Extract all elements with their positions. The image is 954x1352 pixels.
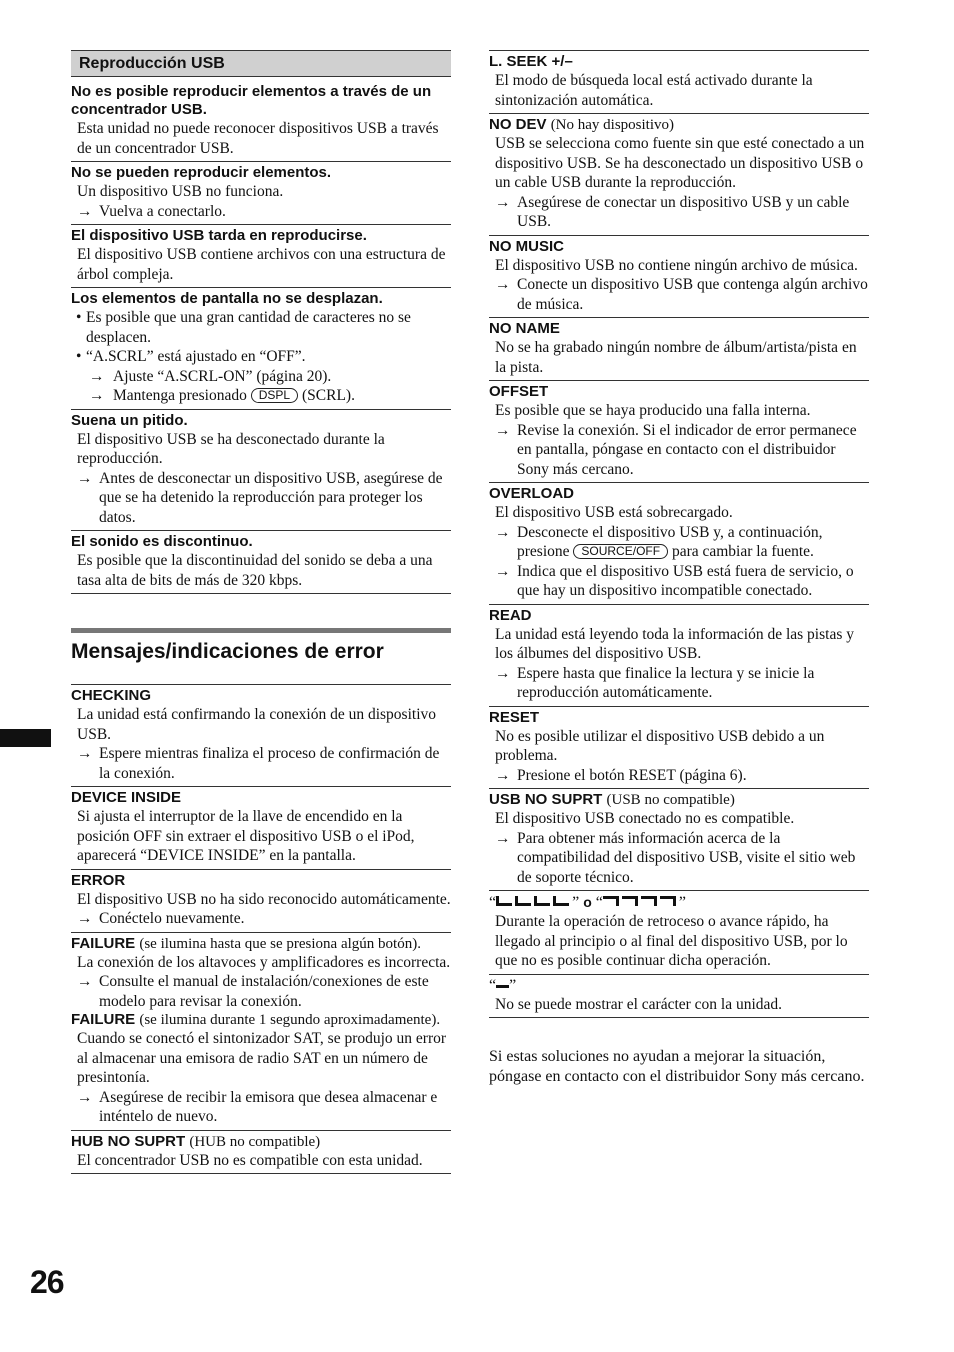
entry-body: Durante la operación de retroceso o avance rápido, ha llegado al principio o al final del dispositivo USB, por lo que no es posible continuar dicha operación. — [495, 913, 848, 969]
action-text: Revise la conexión. Si el indicador de error permanece en pantalla, póngase en contacto con el distribuidor Sony más cercano. — [517, 421, 857, 478]
right-arrow-icon: → — [77, 910, 93, 927]
right-arrow-icon: → — [495, 193, 511, 211]
error-entry — [71, 685, 451, 787]
right-arrow-icon: → — [77, 202, 93, 220]
entry-body: El dispositivo USB se ha desconectado durante la reproducción. — [77, 430, 385, 467]
error-entry — [489, 381, 869, 483]
trouble-entry — [71, 531, 451, 594]
trouble-entry — [71, 81, 451, 162]
dspl-button-label: DSPL — [251, 388, 298, 403]
entry-body: No se ha grabado ningún nombre de álbum/artista/pista en la pista. — [495, 339, 857, 376]
entry-note: (se ilumina hasta que se presiona algún botón). — [139, 935, 421, 952]
entry-body: Es posible que se haya producido una falla interna. — [495, 402, 811, 419]
error-entry — [71, 870, 451, 933]
entry-title — [489, 791, 869, 809]
action-text: Espere hasta que finalice la lectura y se inicie la reproducción automáticamente. — [517, 664, 815, 701]
entry-body: El modo de búsqueda local está activado durante la sintonización automática. — [495, 72, 813, 109]
entry-action — [71, 909, 451, 929]
entry-note: (se ilumina durante 1 segundo aproximadamente). — [139, 1012, 441, 1028]
section-title-errors: Mensajes/indicaciones de error — [71, 628, 451, 685]
entry-body: La unidad está leyendo toda la información de las pistas y los álbumes del dispositivo USB. — [495, 625, 854, 662]
action-text: Conéctelo nuevamente. — [99, 910, 245, 927]
entry-title — [71, 1133, 451, 1151]
right-arrow-icon: → — [77, 469, 93, 487]
action-text: (SCRL). — [301, 387, 355, 404]
side-tab-marker — [0, 729, 51, 747]
error-entry — [489, 891, 869, 975]
entry-title: No es posible reproducir elementos a través de un concentrador USB. — [71, 83, 432, 118]
error-entry — [71, 933, 451, 1131]
error-entry — [489, 975, 869, 1019]
action-text: Presione el botón RESET (página 6). — [517, 766, 747, 784]
segment-glyphs: “ ” — [489, 976, 517, 994]
segment-glyph-icon — [641, 896, 657, 906]
left-column — [71, 50, 451, 1174]
entry-title — [71, 935, 451, 953]
error-entry — [489, 50, 869, 114]
entry-note: (USB no compatible) — [606, 792, 735, 808]
glyph-separator: o — [583, 894, 592, 910]
segment-glyph-icon — [553, 896, 569, 906]
action-text: Consulte el manual de instalación/conexiones de este modelo para revisar la conexión. — [99, 973, 429, 1010]
action-text: Asegúrese de conectar un dispositivo USB y un cable USB. — [517, 193, 850, 230]
entry-note: (HUB no compatible) — [189, 1133, 321, 1150]
section-title-usb: Reproducción USB — [71, 50, 451, 77]
action-text: para cambiar la fuente. — [671, 543, 814, 560]
entry-action — [489, 523, 869, 562]
action-text: Para obtener más información acerca de la compatibilidad del dispositivo USB, visite el sitio web de soporte técnico. — [517, 829, 856, 886]
entry-title: NO MUSIC — [489, 237, 564, 255]
entry-action — [71, 202, 451, 222]
entry-action — [489, 766, 869, 786]
right-arrow-icon: → — [495, 766, 511, 784]
right-arrow-icon: → — [495, 562, 511, 580]
entry-body: El dispositivo USB no ha sido reconocido automáticamente. — [77, 890, 451, 908]
action-text: Desconecte el dispositivo USB y, a continuación, presione — [517, 523, 823, 560]
entry-title: Suena un pitido. — [71, 411, 188, 429]
error-entry — [489, 789, 869, 891]
entry-body: La conexión de los altavoces y amplificadores es incorrecta. — [77, 953, 451, 971]
action-text: Conecte un dispositivo USB que contenga algún archivo de música. — [517, 276, 868, 313]
entry-title: CHECKING — [71, 687, 152, 704]
entry-action — [71, 1088, 451, 1127]
entry-note: (No hay dispositivo) — [550, 117, 675, 133]
entry-body: Un dispositivo USB no funciona. — [77, 183, 284, 200]
entry-title — [489, 116, 869, 134]
right-arrow-icon: → — [495, 276, 511, 293]
action-text: Vuelva a conectarlo. — [99, 202, 226, 220]
entry-title: OFFSET — [489, 383, 549, 400]
error-entry — [71, 1131, 451, 1175]
action-text: Indica que el dispositivo USB está fuera de servicio, o que hay un dispositivo incompatible conectado. — [517, 562, 854, 599]
entry-code: FAILURE — [71, 934, 136, 952]
entry-code: FAILURE — [71, 1011, 136, 1028]
segment-glyph-icon — [515, 896, 531, 906]
action-text: Ajuste “A.SCRL-ON” (página 20). — [113, 367, 332, 385]
right-arrow-icon: → — [495, 421, 511, 439]
page-number: 26 — [30, 1264, 64, 1300]
entry-title: Los elementos de pantalla no se desplazan. — [71, 290, 383, 307]
entry-title: OVERLOAD — [489, 485, 575, 502]
entry-body: Si ajusta el interruptor de la llave de encendido en la posición OFF sin extraer el dispositivo USB o el iPod, aparecerá “DEVICE INSIDE” en la pantalla. — [77, 808, 415, 864]
entry-action — [71, 367, 451, 387]
entry-body: No se puede mostrar el carácter con la unidad. — [495, 995, 783, 1013]
right-arrow-icon: → — [89, 387, 105, 404]
action-text: Mantenga presionado — [113, 387, 247, 404]
entry-action — [71, 744, 451, 783]
entry-code: HUB NO SUPRT — [71, 1132, 186, 1150]
entry-body: El dispositivo USB contiene archivos con una estructura de árbol compleja. — [77, 246, 446, 283]
right-arrow-icon: → — [77, 973, 93, 990]
entry-code: USB NO SUPRT — [489, 791, 603, 808]
entry-action — [489, 275, 869, 314]
underscore-glyph-icon — [496, 985, 509, 988]
trouble-entry — [71, 225, 451, 288]
entry-title: El sonido es discontinuo. — [71, 533, 253, 550]
entry-title: RESET — [489, 708, 540, 726]
segment-glyph-icon — [603, 896, 619, 906]
entry-body: El dispositivo USB está sobrecargado. — [495, 504, 733, 521]
entry-bullet — [71, 308, 451, 347]
entry-action — [489, 562, 869, 601]
entry-action — [489, 193, 869, 232]
entry-title: READ — [489, 606, 532, 624]
trouble-entry — [71, 162, 451, 225]
right-arrow-icon: → — [495, 523, 511, 541]
right-arrow-icon: → — [77, 745, 93, 762]
error-entry — [489, 318, 869, 381]
entry-title — [71, 1011, 451, 1029]
entry-title: L. SEEK +/– — [489, 53, 573, 70]
source-off-button-label: SOURCE/OFF — [573, 544, 668, 559]
segment-glyphs: “ ” o “ ” — [489, 894, 686, 911]
right-arrow-icon: → — [495, 829, 511, 847]
error-entry — [489, 114, 869, 236]
entry-action — [71, 972, 451, 1011]
entry-title: ERROR — [71, 871, 126, 889]
entry-title: El dispositivo USB tarda en reproducirse. — [71, 227, 367, 244]
right-arrow-icon: → — [77, 1088, 93, 1106]
error-entry — [489, 236, 869, 319]
entry-title: No se pueden reproducir elementos. — [71, 164, 332, 181]
entry-body: El dispositivo USB no contiene ningún archivo de música. — [495, 256, 858, 274]
action-text: Asegúrese de recibir la emisora que desea almacenar e inténtelo de nuevo. — [99, 1088, 438, 1125]
entry-action — [489, 421, 869, 480]
entry-body: La unidad está confirmando la conexión de un dispositivo USB. — [77, 706, 436, 743]
right-arrow-icon: → — [89, 367, 105, 385]
segment-glyph-icon — [496, 896, 512, 906]
error-entry — [489, 707, 869, 790]
bullet-text: Es posible que una gran cantidad de caracteres no se desplacen. — [86, 309, 411, 346]
entry-action — [489, 664, 869, 703]
action-text: Antes de desconectar un dispositivo USB, asegúrese de que se ha detenido la reproducción para proteger los datos. — [99, 469, 443, 526]
entry-action — [71, 386, 451, 406]
right-column — [489, 50, 869, 1086]
trouble-entry — [71, 410, 451, 532]
entry-body: Es posible que la discontinuidad del sonido se deba a una tasa alta de bits de más de 320 kbps. — [77, 552, 433, 589]
entry-code: NO DEV — [489, 116, 547, 133]
error-entry — [489, 483, 869, 605]
error-entry — [71, 787, 451, 870]
segment-glyph-icon — [534, 896, 550, 906]
entry-body: Cuando se conectó el sintonizador SAT, se produjo un error al almacenar una emisora de radio SAT en un número de presintonía. — [77, 1030, 447, 1086]
closing-note: Si estas soluciones no ayudan a mejorar la situación, póngase en contacto con el distribuidor Sony más cercano. — [489, 1048, 865, 1085]
entry-body: No es posible utilizar el dispositivo USB debido a un problema. — [495, 727, 825, 764]
entry-bullet — [71, 347, 451, 367]
error-entry — [489, 605, 869, 707]
bullet-icon: • — [76, 309, 82, 326]
entry-body: El concentrador USB no es compatible con esta unidad. — [77, 1151, 423, 1169]
entry-action — [71, 469, 451, 528]
entry-title: DEVICE INSIDE — [71, 789, 182, 806]
right-arrow-icon: → — [495, 664, 511, 682]
trouble-entry — [71, 288, 451, 410]
entry-body: USB se selecciona como fuente sin que esté conectado a un dispositivo USB. Se ha desconectado un dispositivo USB o un cable USB durante la reproducción. — [495, 135, 865, 191]
entry-action — [489, 829, 869, 888]
bullet-text: “A.SCRL” está ajustado en “OFF”. — [86, 348, 306, 365]
bullet-icon: • — [76, 348, 82, 365]
entry-body: El dispositivo USB conectado no es compatible. — [495, 810, 795, 827]
segment-glyph-icon — [622, 896, 638, 906]
action-text: Espere mientras finaliza el proceso de confirmación de la conexión. — [99, 745, 440, 782]
segment-glyph-icon — [660, 896, 676, 906]
entry-title: NO NAME — [489, 320, 560, 337]
entry-body: Esta unidad no puede reconocer dispositivos USB a través de un concentrador USB. — [77, 120, 439, 157]
